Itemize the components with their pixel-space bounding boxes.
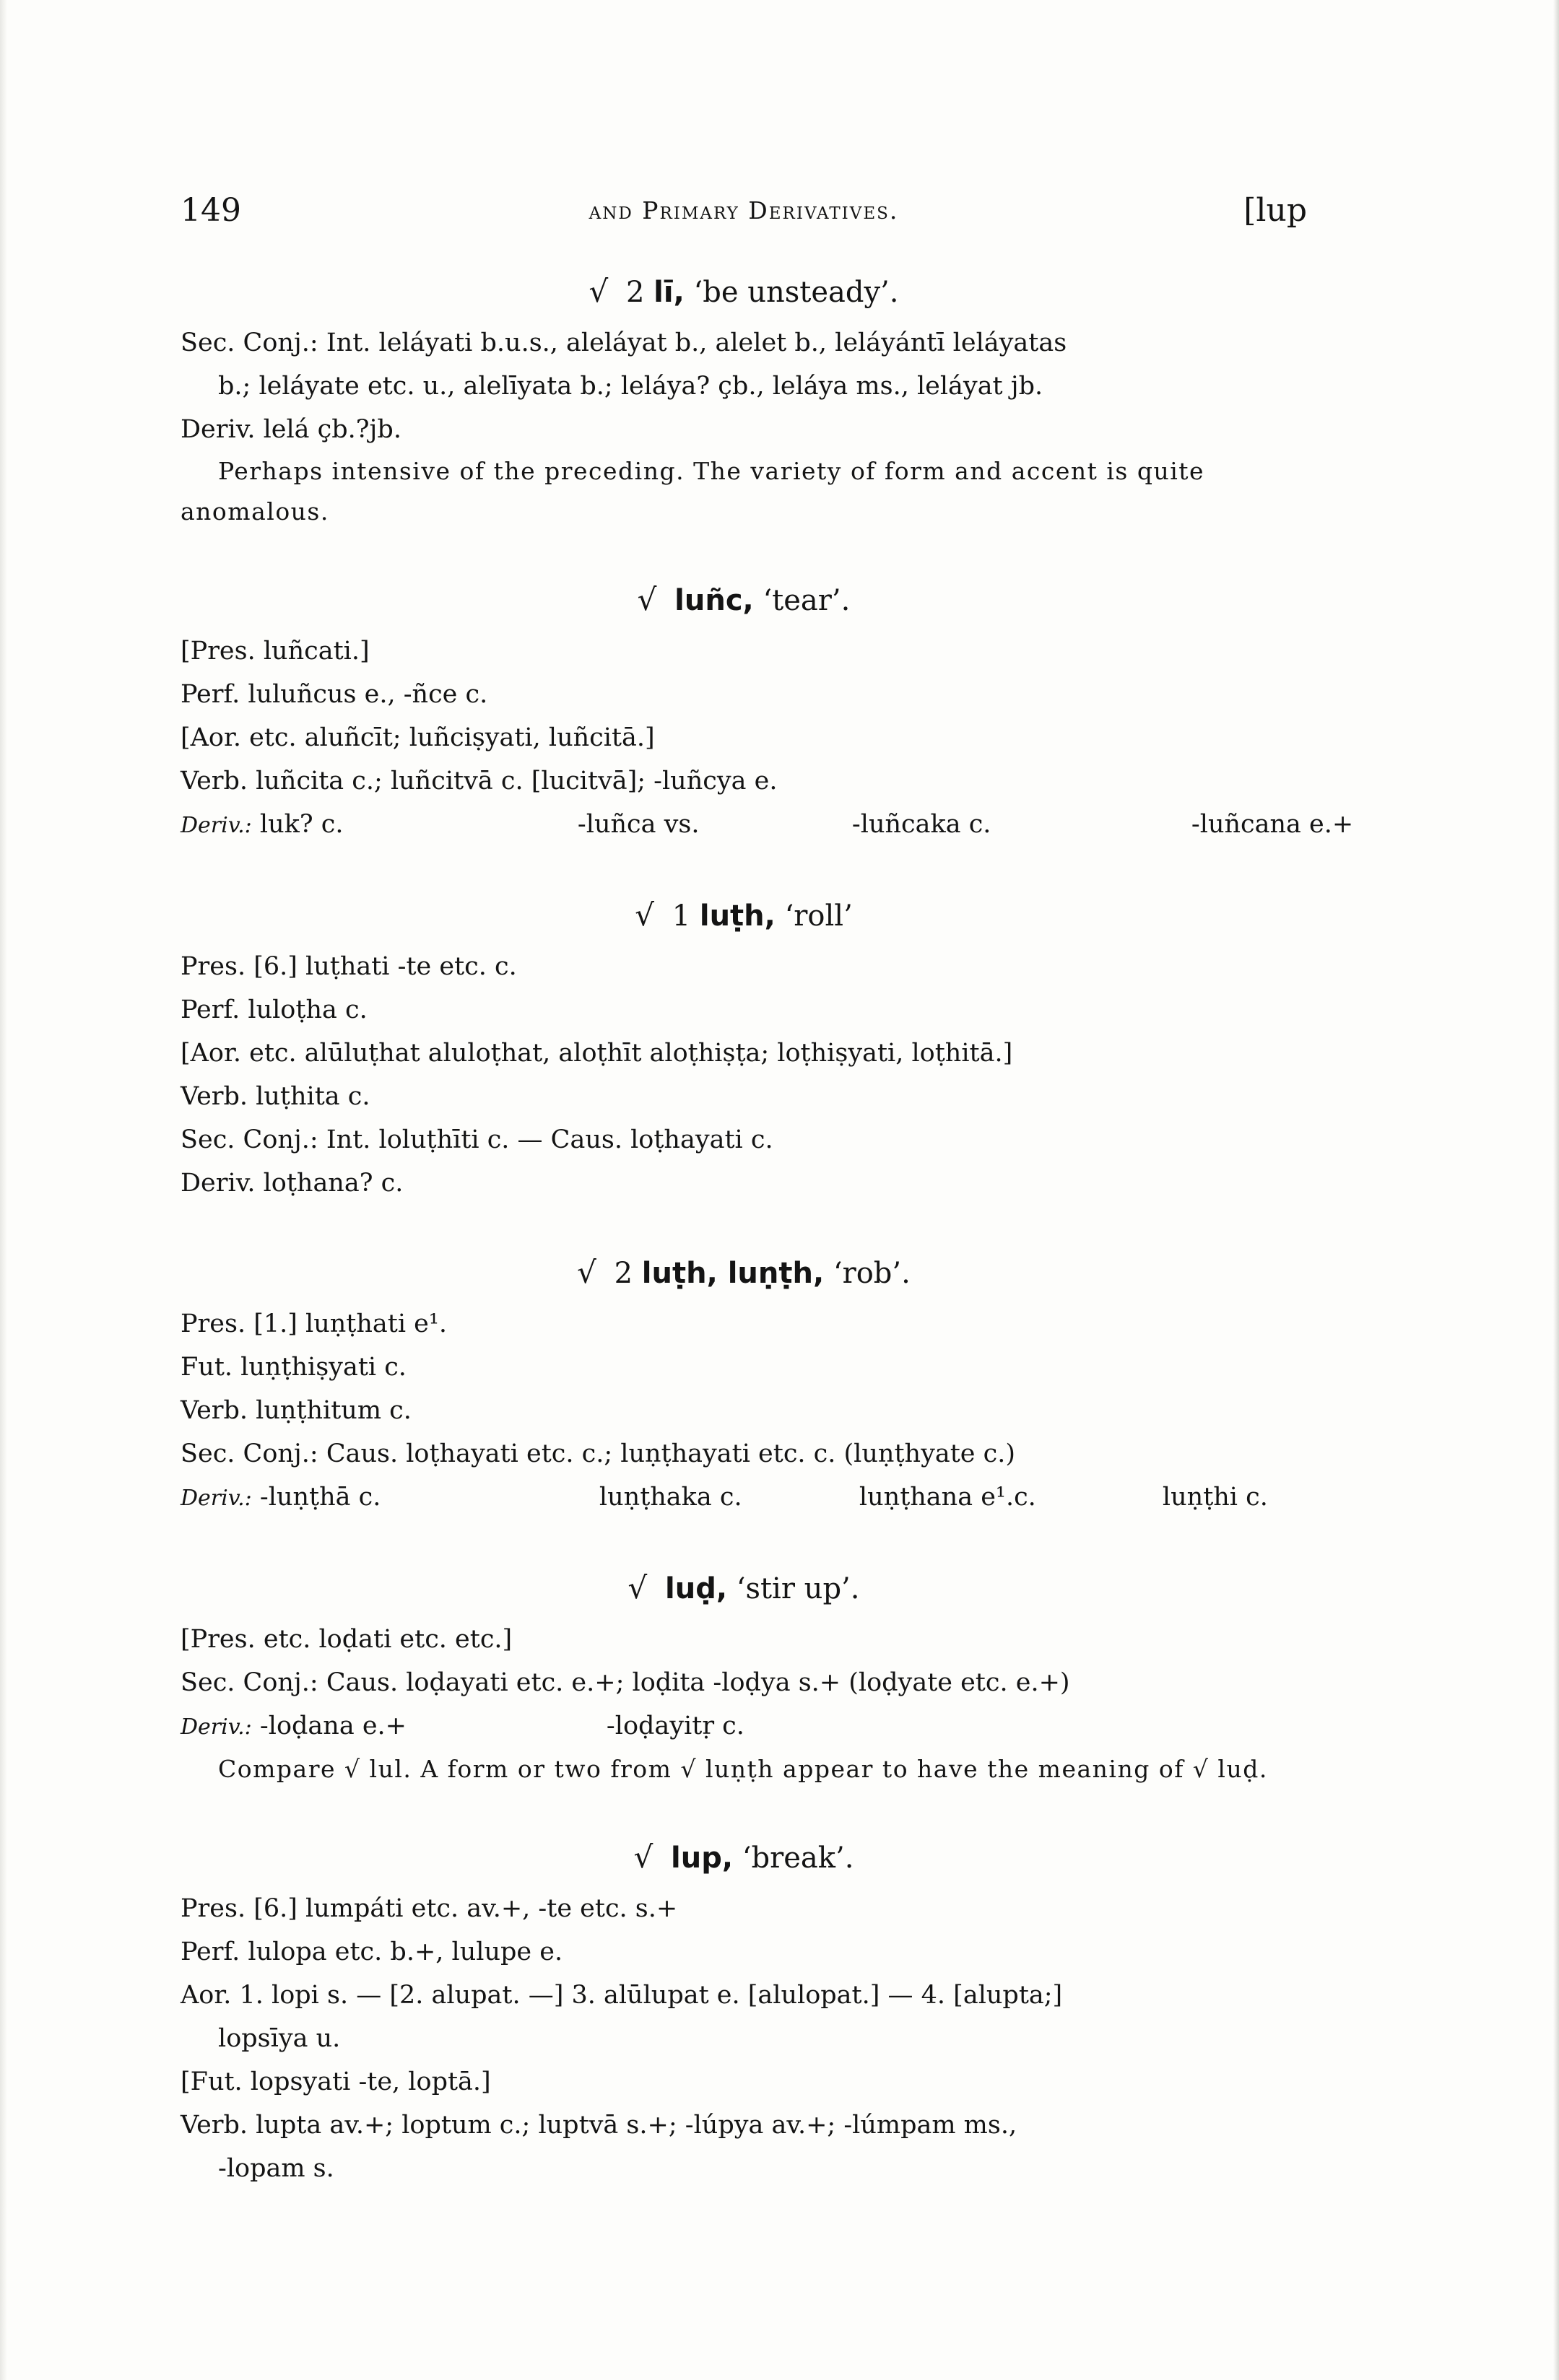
entry-line: Deriv. loṭhana? c. [181, 1169, 404, 1198]
root-sign-icon: √ [635, 897, 654, 933]
root-sign-icon: √ [633, 1839, 653, 1875]
root-sign-icon: √ [637, 582, 657, 617]
deriv-item: luk? c. [259, 810, 344, 839]
entry-line: Verb. lupta av.+; loptum c.; luptvā s.+; -lúpya av.+; -lúmpam ms., [181, 2111, 1017, 2140]
entry-line: Deriv. lelá çb.?jb. [181, 415, 401, 444]
deriv-item: -luñcaka c. [851, 810, 991, 839]
running-header [181, 173, 1307, 253]
entry-line: Sec. Conj.: Int. leláyati b.u.s., aleláyat b., alelet b., leláyántī leláyatas [181, 328, 1067, 357]
deriv-item: luṇṭhi c. [1162, 1483, 1268, 1512]
entry-line: Perf. luluñcus e., -ñce c. [181, 680, 488, 709]
entry-gloss: ‘rob’. [833, 1257, 911, 1290]
entry-line: [Aor. etc. alūluṭhat aluloṭhat, aloṭhīt aloṭhiṣṭa; loṭhiṣyati, loṭhitā.] [181, 1039, 1013, 1068]
deriv-label: Deriv.: [181, 1486, 252, 1511]
entry-lemma: luṭh, luṇṭh, [641, 1257, 825, 1290]
entry-line: [Aor. etc. aluñcīt; luñciṣyati, luñcitā.] [181, 723, 655, 752]
deriv-item: -luṇṭhā c. [259, 1483, 381, 1512]
entry-line: Verb. luñcita c.; luñcitvā c. [lucitvā]; -luñcya e. [181, 767, 778, 795]
entry-line: lopsīya u. [218, 2024, 341, 2053]
entry-line: [Pres. luñcati.] [181, 637, 370, 666]
entry-gloss: ‘stir up’. [736, 1572, 860, 1605]
entry-line: -lopam s. [218, 2154, 334, 2183]
entry-line: [Fut. lopsyati -te, loptā.] [181, 2067, 491, 2096]
deriv-item: -loḍana e.+ [259, 1712, 407, 1740]
entry-lemma: luṭh, [699, 899, 776, 933]
entry-line: Pres. [1.] luṇṭhati e¹. [181, 1309, 448, 1338]
scan-edge-right [1553, 0, 1559, 2380]
page-number: 149 [181, 192, 241, 229]
deriv-item: luṇṭhana e¹.c. [859, 1483, 1036, 1512]
entry-number: 2 [614, 1257, 633, 1290]
entry-heading-lup [181, 1840, 1307, 1875]
catchword: [lup [1243, 192, 1307, 229]
root-sign-icon: √ [589, 274, 609, 309]
deriv-label: Deriv.: [181, 813, 252, 838]
entry-line: Pres. [6.] luṭhati -te etc. c. [181, 952, 517, 981]
root-sign-icon: √ [577, 1255, 596, 1290]
entry-gloss: ‘be unsteady’. [693, 276, 899, 309]
entry-line: Fut. luṇṭhiṣyati c. [181, 1353, 407, 1382]
entry-lemma: luḍ, [665, 1572, 728, 1605]
deriv-line [181, 1704, 1307, 1749]
entry-line: Sec. Conj.: Int. loluṭhīti c. — Caus. loṭhayati c. [181, 1125, 773, 1154]
entry-number: 2 [625, 276, 645, 309]
entry-heading-luth-2 [181, 1255, 1307, 1291]
entry-lemma: lī, [653, 276, 685, 309]
deriv-line [181, 1475, 1307, 1520]
entry-note: Compare √ lul. A form or two from √ luṇṭh appear to have the meaning of √ luḍ. [218, 1755, 1268, 1783]
scan-edge-left [0, 0, 7, 2380]
deriv-item: luṇṭhaka c. [599, 1483, 742, 1512]
entry-heading-luth-1 [181, 898, 1307, 933]
deriv-line [181, 803, 1354, 847]
entry-line: Perf. lulopa etc. b.+, lulupe e. [181, 1937, 563, 1966]
entry-gloss: ‘roll’ [784, 899, 853, 933]
entry-line: Verb. luṭhita c. [181, 1082, 370, 1111]
deriv-item: -luñca vs. [577, 810, 700, 839]
root-sign-icon: √ [627, 1570, 648, 1605]
entry-line: [Pres. etc. loḍati etc. etc.] [181, 1625, 513, 1654]
entry-line: Verb. luṇṭhitum c. [181, 1396, 412, 1425]
entry-line: Sec. Conj.: Caus. loṭhayati etc. c.; luṇṭhayati etc. c. (luṇṭhyate c.) [181, 1439, 1015, 1468]
running-title: and Primary Derivatives. [589, 196, 899, 225]
entry-lemma: lup, [671, 1841, 734, 1875]
deriv-item: -loḍayitṛ c. [606, 1712, 744, 1740]
entry-line: Aor. 1. lopi s. — [2. alupat. —] 3. alūlupat e. [alulopat.] — 4. [alupta;] [181, 1981, 1063, 2010]
deriv-label: Deriv.: [181, 1714, 252, 1740]
entry-heading-lud [181, 1571, 1307, 1606]
entry-number: 1 [672, 899, 691, 933]
deriv-item: -luñcana e.+ [1191, 810, 1354, 839]
entry-heading-li [181, 274, 1307, 310]
entry-note: Perhaps intensive of the preceding. The variety of form and accent is quite anomalous. [181, 457, 1205, 526]
entry-heading-lunc [181, 583, 1307, 618]
entry-line: Perf. luloṭha c. [181, 995, 368, 1024]
entry-gloss: ‘break’. [742, 1841, 854, 1875]
entry-line: Pres. [6.] lumpáti etc. av.+, -te etc. s.+ [181, 1894, 678, 1923]
entry-line: Sec. Conj.: Caus. loḍayati etc. e.+; loḍita -loḍya s.+ (loḍyate etc. e.+) [181, 1668, 1070, 1697]
entry-lemma: luñc, [674, 584, 754, 617]
entry-gloss: ‘tear’. [763, 584, 851, 617]
entry-line: b.; leláyate etc. u., alelīyata b.; leláya? çb., leláya ms., leláyat jb. [218, 372, 1043, 401]
page [181, 173, 1354, 2190]
